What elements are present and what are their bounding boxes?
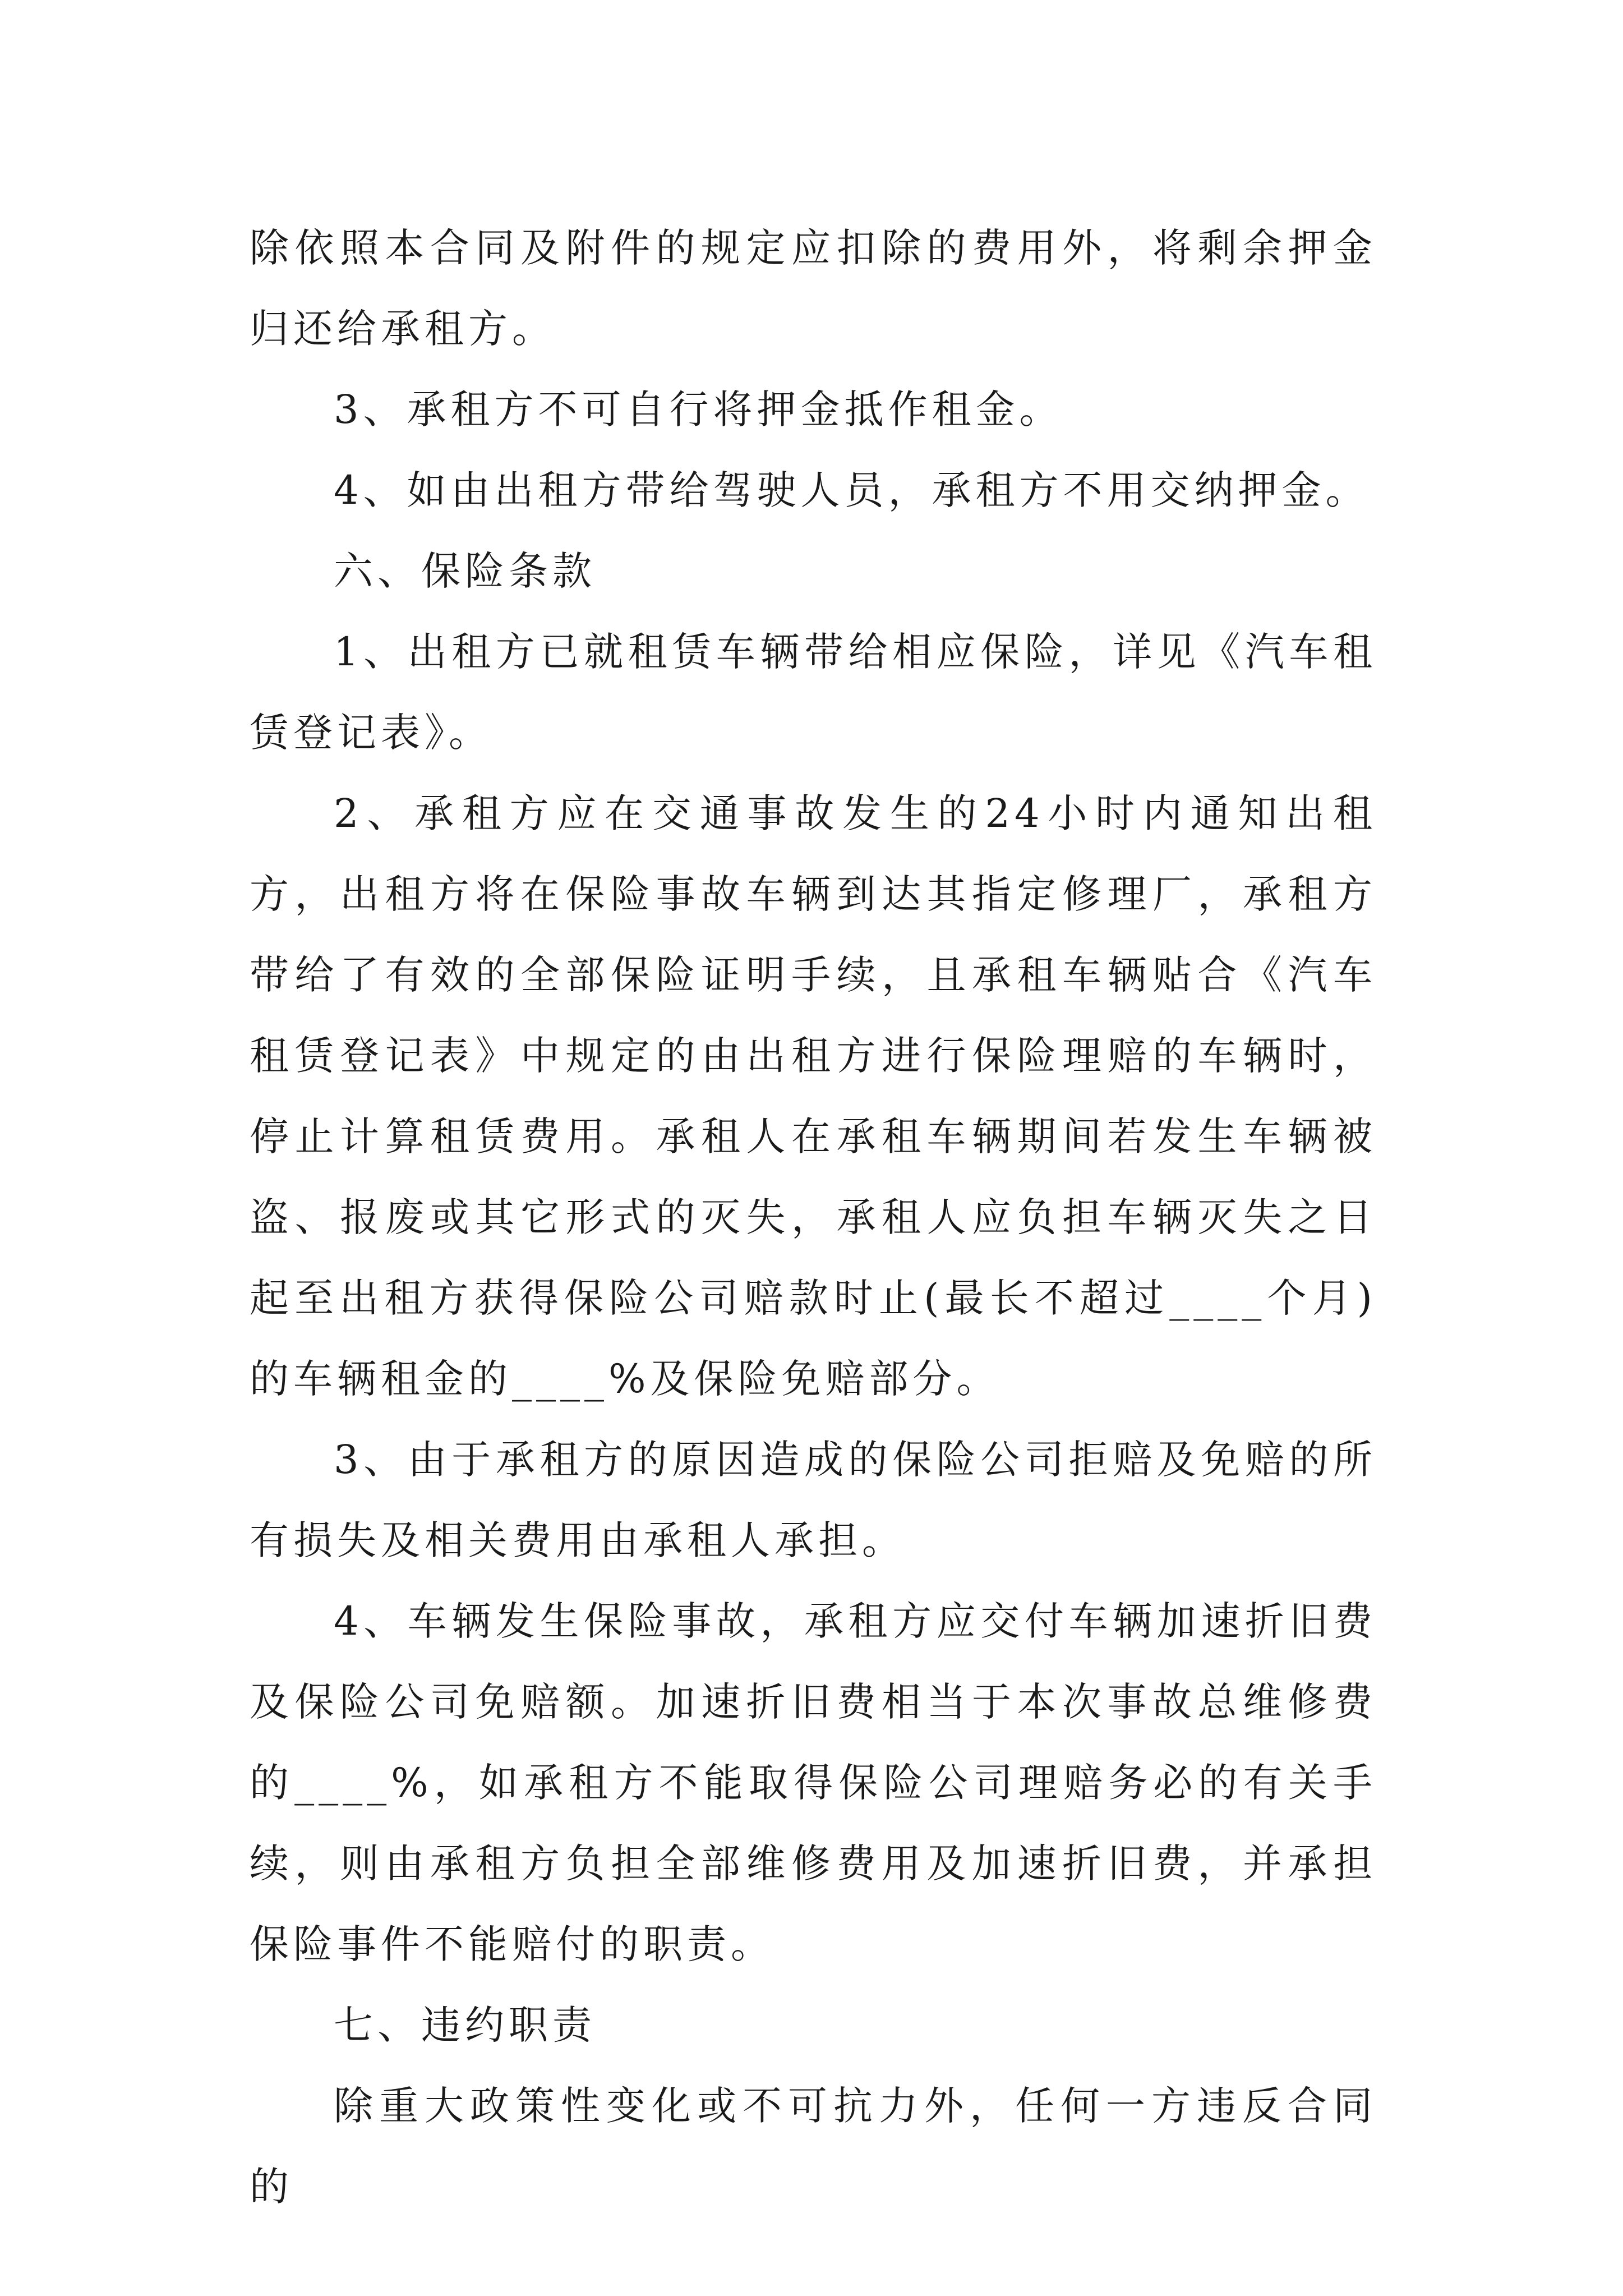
document-body [250, 208, 1377, 2227]
paragraph-breach-intro: 除重大政策性变化或不可抗力外，任何一方违反合同的 [250, 2083, 1377, 2210]
section-heading-insurance: 六、保险条款 [334, 548, 596, 594]
paragraph-insurance-item-3: 3、由于承租方的原因造成的保险公司拒赔及免赔的所有损失及相关费用由承租人承担。 [250, 1437, 1377, 1563]
paragraph-insurance-item-1: 1、出租方已就租赁车辆带给相应保险，详见《汽车租赁登记表》。 [250, 629, 1377, 756]
paragraph-deposit-return: 除依照本合同及附件的规定应扣除的费用外，将剩余押金归还给承租方。 [250, 225, 1377, 352]
paragraph-deposit-item-4: 4、如由出租方带给驾驶人员，承租方不用交纳押金。 [334, 467, 1370, 513]
paragraph-insurance-item-2: 2、承租方应在交通事故发生的24小时内通知出租方，出租方将在保险事故车辆到达其指定修理厂，承租方带给了有效的全部保险证明手续，且承租车辆贴合《汽车租赁登记表》中规定的由出租方进行保险理赔的车辆时，停止计算租赁费用。承租人在承租车辆期间若发生车辆被盗、报废或其它形式的灭失，承租人应负担车辆灭失之日起至出租方获得保险公司赔款时止(最长不超过____个月)的车辆租金的____%及保险免赔部分。 [250, 790, 1377, 1402]
section-heading-breach: 七、违约职责 [334, 2002, 596, 2048]
paragraph-deposit-item-3: 3、承租方不可自行将押金抵作租金。 [334, 386, 1063, 432]
paragraph-insurance-item-4: 4、车辆发生保险事故，承租方应交付车辆加速折旧费及保险公司免赔额。加速折旧费相当于本次事故总维修费的____%，如承租方不能取得保险公司理赔务必的有关手续，则由承租方负担全部维修费用及加速折旧费，并承担保险事件不能赔付的职责。 [250, 1598, 1377, 1967]
